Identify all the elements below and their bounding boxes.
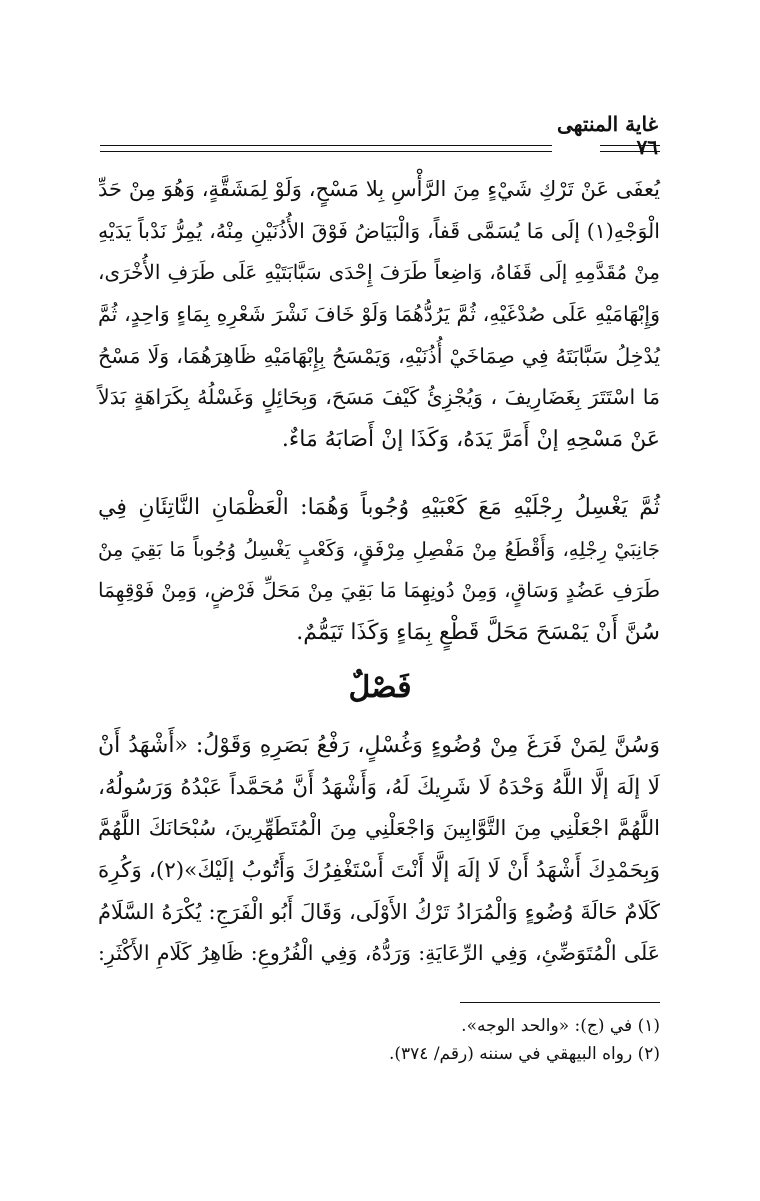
text-line: طَرَفِ عَضُدٍ وَسَاقٍ، وَمِنْ دُونِهِمَا مَا بَقِيَ مِنْ مَحَلِّ فَرْضٍ، وَمِنْ فَوْقِهِمَا xyxy=(98,578,660,603)
text-line: جَانِبَيْ رِجْلِهِ، وَأَقْطَعُ مِنْ مَفْصِلِ مِرْفَقٍ، وَكَعْبٍ يَغْسِلُ وُجُوباً مَا بَقِيَ مِنْ xyxy=(98,537,660,561)
text-line: لَا إلَهَ إلَّا اللَّهُ وَحْدَهُ لَا شَرِيكَ لَهُ، وَأَشْهَدُ أَنَّ مُحَمَّداً عَبْدُهُ وَرَسُولُهُ، xyxy=(98,774,660,800)
text-line: يُعفَى عَنْ تَرْكِ شَيْءٍ مِنَ الرَّأْسِ بِلا مَسْحٍ، وَلَوْ لِمَشَقَّةٍ، وَهُوَ مِنْ حَدِّ xyxy=(98,177,660,201)
footnote-rule xyxy=(460,1002,660,1003)
header-rule-short-bottom xyxy=(600,151,660,152)
text-line: كَلَامٌ حَالَةَ وُضُوءٍ وَالْمُرَادُ تَرْكُ الأَوْلَى، وَقَالَ أَبُو الْفَرَجِ: يُكْرَهُ السَّلَامُ xyxy=(98,899,660,924)
running-title: غاية المنتهى xyxy=(557,112,658,136)
footnotes xyxy=(100,1012,660,1068)
text-line: الْوَجْهِ(١) إلَى مَا يُسَمَّى قَفاً، وَالْبَيَاضُ فَوْقَ الأُذُنَيْنِ مِنْهُ، يُمِرُّ نَدْباً يَدَيْهِ xyxy=(98,218,660,243)
text-line: اللَّهُمَّ اجْعَلْنِي مِنَ التَّوَّابِينَ وَاجْعَلْنِي مِنَ الْمُتَطَهِّرِينَ، سُبْحَانَكَ اللَّهُمَّ xyxy=(98,816,660,841)
header-rule-short-top xyxy=(600,145,660,146)
text-line: وَبِحَمْدِكَ أَشْهَدُ أَنْ لَا إلَهَ إلَّا أَنْتَ أَسْتَغْفِرُكَ وَأَتُوبُ إلَيْكَ»(٢)، وَكُرِهَ xyxy=(98,858,660,884)
text-line: ثُمَّ يَغْسِلُ رِجْلَيْهِ مَعَ كَعْبَيْهِ وُجُوباً وَهُمَا: الْعَظْمَانِ النَّاتِئَانِ فِي xyxy=(98,495,660,520)
header-rule-top xyxy=(100,145,552,146)
paragraph-1 xyxy=(98,169,660,461)
paragraph-2 xyxy=(98,487,660,654)
text-line: عَلَى الْمُتَوَضِّئِ، وَفِي الرِّعَايَةِ: وَرَدُّهُ، وَفِي الْفُرُوعِ: ظَاهِرُ كَلَامِ الأَكْثَرِ: xyxy=(98,941,660,966)
header-rule-bottom xyxy=(100,151,552,152)
text-line: مَا اسْتَتَرَ بِغَضَارِيفَ ، وَيُجْزِئُ كَيْفَ مَسَحَ، وَبِحَائِلٍ وَغَسْلُهُ بِكَرَاهَةٍ بَدَلاً xyxy=(98,385,660,410)
section-heading: فَصْلٌ xyxy=(348,670,412,705)
footnote: (٢) رواه البيهقي في سننه (رقم/ ٣٧٤). xyxy=(388,1044,660,1064)
text-line: وَسُنَّ لِمَنْ فَرَغَ مِنْ وُضُوءٍ وَغُسْلٍ، رَفْعُ بَصَرِهِ وَقَوْلُ: «أَشْهَدُ أَنْ xyxy=(98,733,660,758)
text-line: سُنَّ أَنْ يَمْسَحَ مَحَلَّ قَطْعٍ بِمَاءٍ وَكَذَا تَيَمُّمٌ. xyxy=(296,620,660,646)
page-number: ٧٦ xyxy=(636,135,658,159)
text-line: عَنْ مَسْحِهِ إنْ أَمَرَّ يَدَهُ، وَكَذَا إنْ أَصَابَهُ مَاءٌ. xyxy=(281,427,660,453)
paragraph-3 xyxy=(98,725,660,975)
text-line: مِنْ مُقَدَّمِهِ إلَى قَفَاهُ، وَاضِعاً طَرَفَ إِحْدَى سَبَّابَتَيْهِ عَلَى طَرَفِ الأُخْرَى، xyxy=(98,260,661,285)
text-line: يُدْخِلُ سَبَّابَتَهُ فِي صِمَاخَيْ أُذُنَيْهِ، وَيَمْسَحُ بِإِبْهَامَيْهِ ظَاهِرَهُمَا، وَلَا مَسْحُ xyxy=(98,343,660,368)
text-line: وَإِبْهَامَيْهِ عَلَى صُدْغَيْهِ، ثُمَّ يَرُدُّهُمَا وَلَوْ خَافَ نَشْرَ شَعْرِهِ بِمَاءٍ وَاحِدٍ، ثُمَّ xyxy=(98,302,660,327)
footnote: (١) في (ج): «والحد الوجه». xyxy=(461,1016,660,1036)
